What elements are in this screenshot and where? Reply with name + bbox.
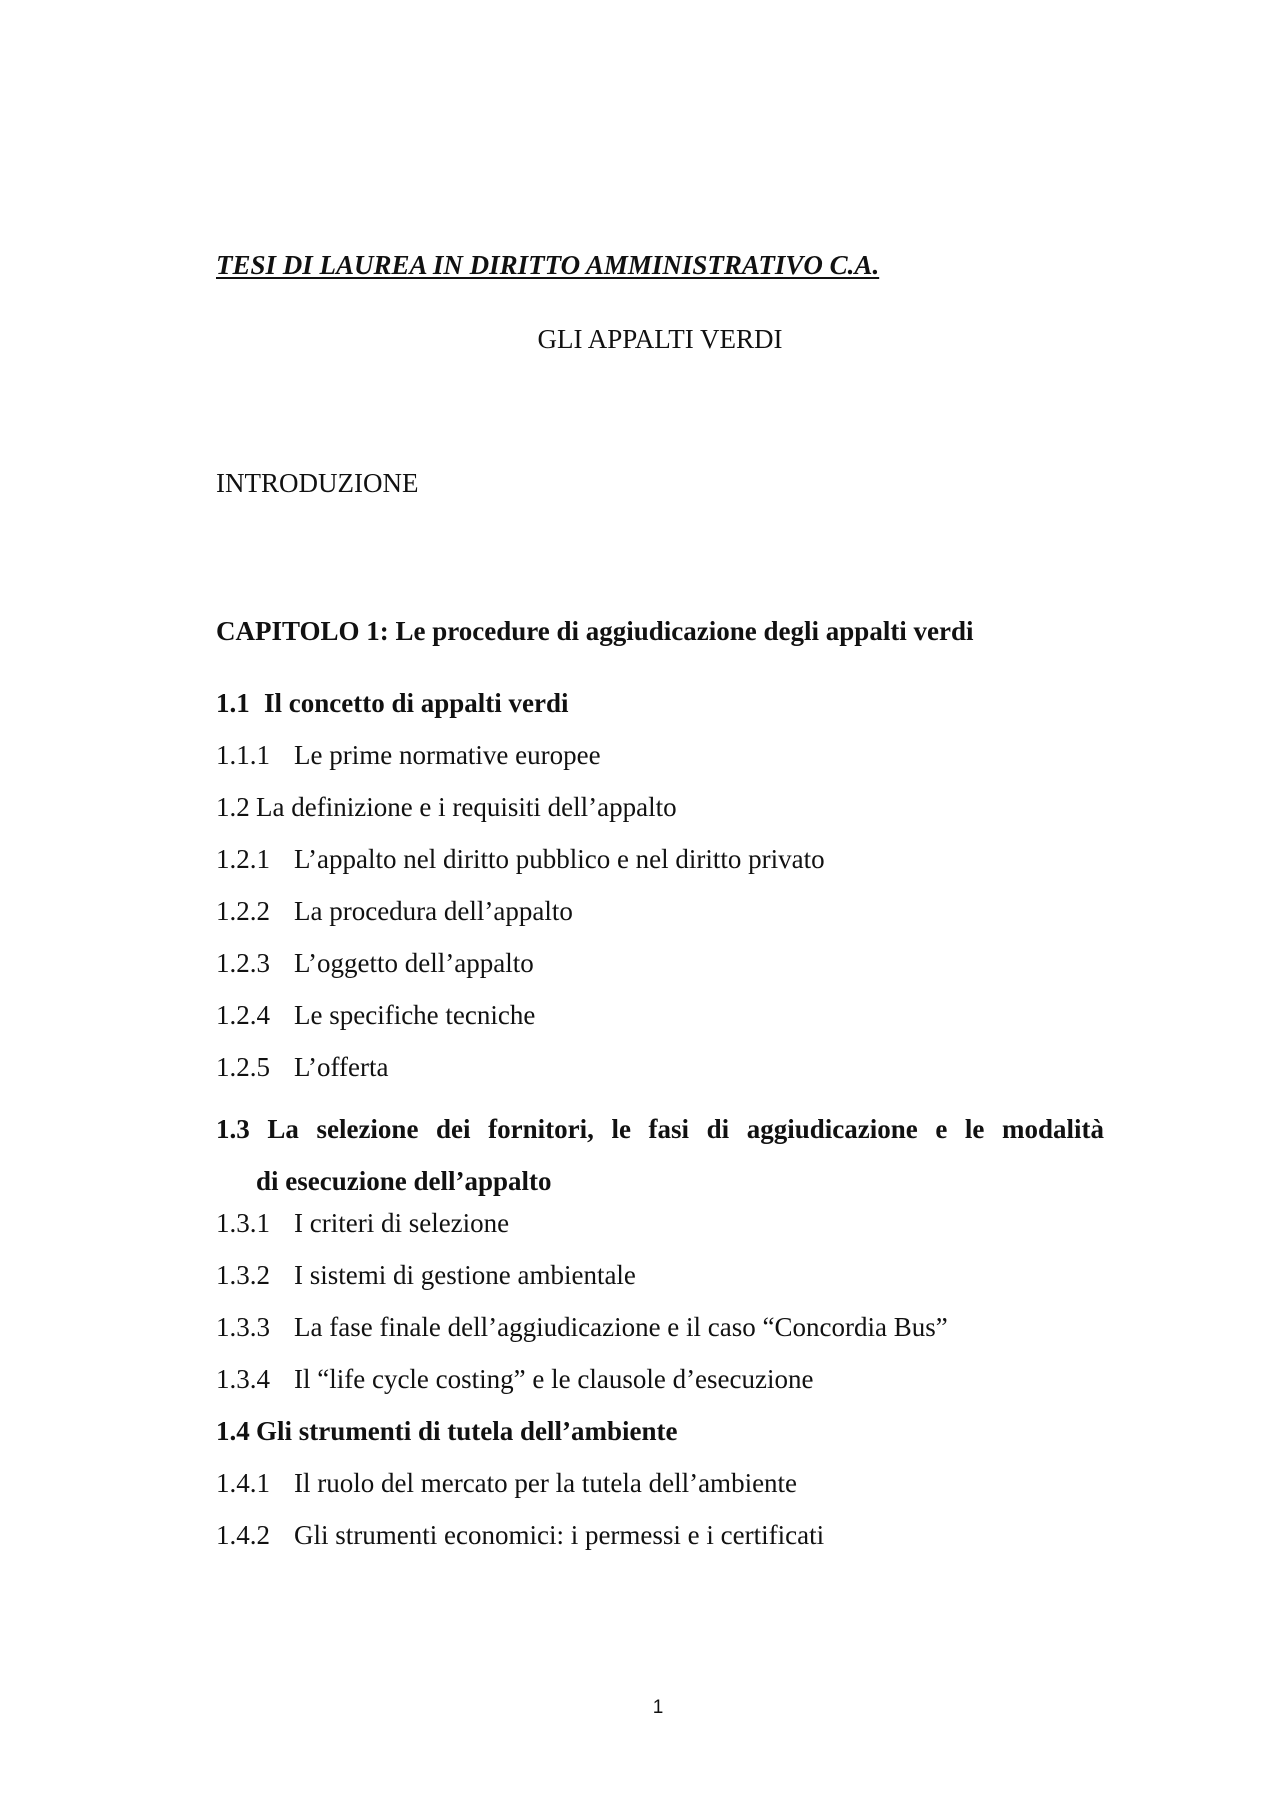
toc-entry-1-3-2 [216, 1258, 636, 1292]
toc-number: 1.3.4 [216, 1364, 270, 1394]
toc-entry-1-4 [216, 1414, 677, 1448]
toc-text: La selezione dei fornitori, le fasi di aggiudicazione e le modalità [267, 1114, 1105, 1144]
toc-text: La fase finale dell’aggiudicazione e il caso “Concordia Bus” [294, 1312, 948, 1342]
toc-text: Le specifiche tecniche [294, 1000, 536, 1030]
toc-entry-1-2-4 [216, 998, 535, 1032]
toc-number: 1.3.3 [216, 1312, 270, 1342]
toc-number: 1.3 [216, 1114, 250, 1144]
toc-entry-1-3-4 [216, 1362, 814, 1396]
toc-number: 1.2.3 [216, 948, 270, 978]
toc-number: 1.2.5 [216, 1052, 270, 1082]
toc-text: La procedura dell’appalto [294, 896, 573, 926]
toc-entry-1-1-1 [216, 738, 601, 772]
toc-entry-1-2-1 [216, 842, 825, 876]
toc-text: L’oggetto dell’appalto [294, 948, 534, 978]
toc-text: L’offerta [294, 1052, 389, 1082]
toc-number: 1.2.2 [216, 896, 270, 926]
toc-entry-1-4-1 [216, 1466, 797, 1500]
toc-text: I criteri di selezione [294, 1208, 510, 1238]
chapter-1-heading: CAPITOLO 1: Le procedure di aggiudicazione degli appalti verdi [216, 616, 974, 646]
page-number: 1 [652, 1697, 664, 1718]
toc-entry-1-4-2 [216, 1518, 824, 1552]
toc-entry-1-3-3 [216, 1310, 948, 1344]
toc-text: L’appalto nel diritto pubblico e nel diritto privato [294, 844, 825, 874]
thesis-subtitle: GLI APPALTI VERDI [537, 324, 783, 354]
toc-entry-1-1 [216, 686, 569, 720]
toc-entry-1-3-1 [216, 1206, 509, 1240]
toc-entry-1-2-3 [216, 946, 534, 980]
toc-entry-1-2-2 [216, 894, 573, 928]
toc-text: Il “life cycle costing” e le clausole d’esecuzione [294, 1364, 814, 1394]
toc-text: I sistemi di gestione ambientale [294, 1260, 636, 1290]
toc-number: 1.1.1 [216, 740, 270, 770]
toc-text: Il ruolo del mercato per la tutela dell’ambiente [294, 1468, 798, 1498]
toc-text: Gli strumenti economici: i permessi e i certificati [294, 1520, 825, 1550]
thesis-title: TESI DI LAUREA IN DIRITTO AMMINISTRATIVO C.A. [216, 250, 880, 280]
toc-text: La definizione e i requisiti dell’appalto [256, 792, 677, 822]
toc-text: Gli strumenti di tutela dell’ambiente [256, 1416, 678, 1446]
toc-number: 1.1 [216, 688, 250, 718]
toc-entry-1-3-line-1 [216, 1112, 1104, 1146]
toc-text: Il concetto di appalti verdi [264, 688, 569, 718]
toc-entry-1-2-5 [216, 1050, 388, 1084]
toc-entry-1-2 [216, 790, 677, 824]
toc-entry-1-3 [216, 1112, 1104, 1198]
toc-number: 1.2.4 [216, 1000, 270, 1030]
toc-entry-1-3-line-2: di esecuzione dell’appalto [256, 1166, 552, 1196]
toc-text: Le prime normative europee [294, 740, 601, 770]
toc-number: 1.4 [216, 1416, 250, 1446]
toc-number: 1.3.1 [216, 1208, 270, 1238]
toc-number: 1.4.1 [216, 1468, 270, 1498]
toc-number: 1.2 [216, 792, 250, 822]
toc-number: 1.2.1 [216, 844, 270, 874]
introduction-heading: INTRODUZIONE [216, 468, 419, 498]
toc-number: 1.3.2 [216, 1260, 270, 1290]
toc-number: 1.4.2 [216, 1520, 270, 1550]
